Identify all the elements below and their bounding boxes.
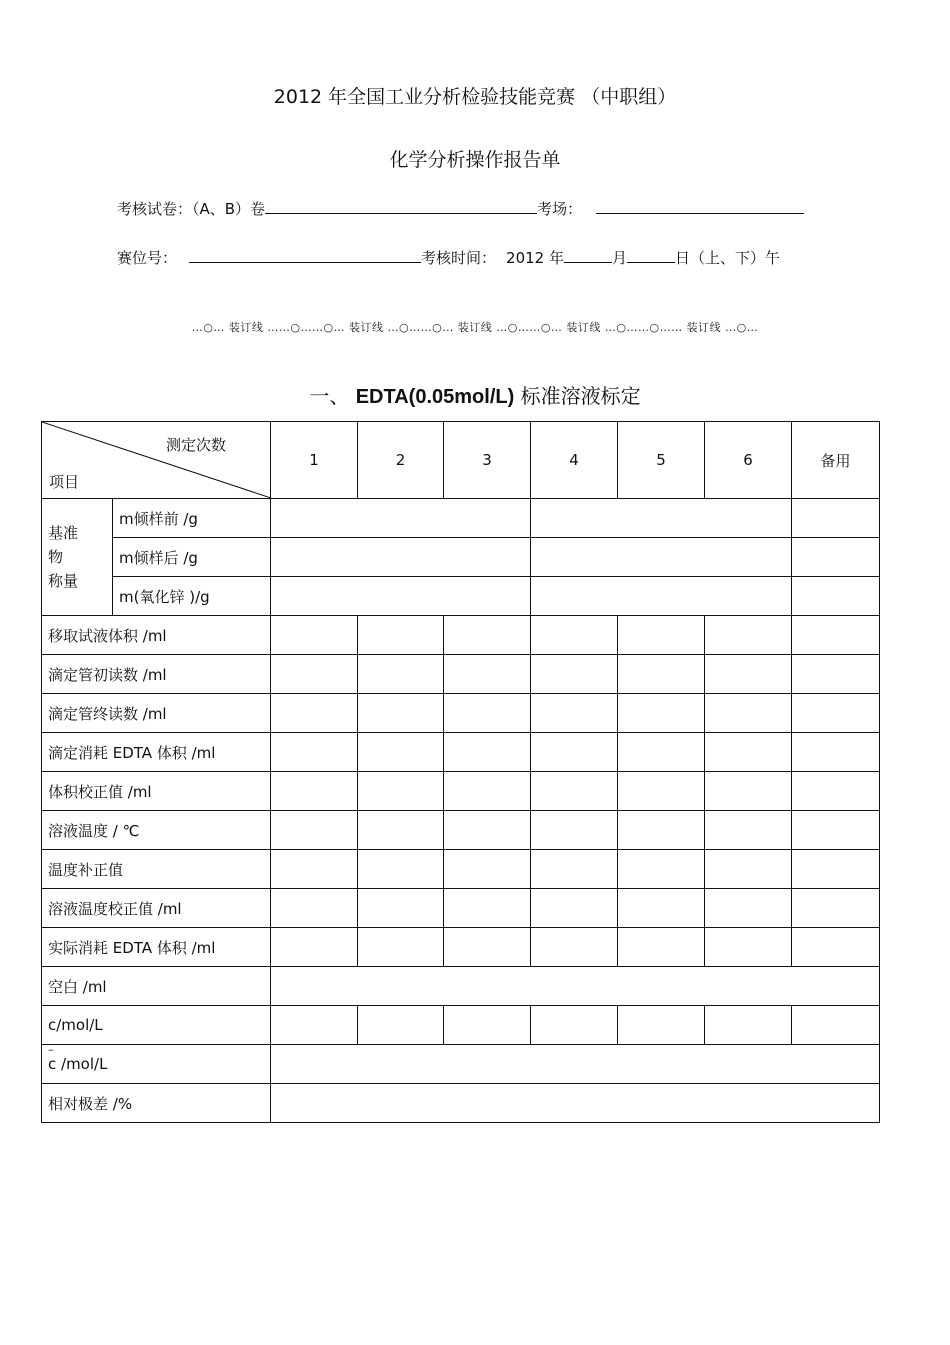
col-header-3: 3 [444,422,531,499]
table-row [42,733,880,772]
input-cell-a[interactable] [271,577,531,616]
input-cell[interactable] [444,850,531,889]
paper-label: 考核试卷：（A、B）卷 [117,200,266,218]
input-cell[interactable] [792,772,880,811]
input-cell[interactable] [705,889,792,928]
table-row [42,772,880,811]
input-cell[interactable] [618,616,705,655]
input-cell[interactable] [618,694,705,733]
section-title-cn: 标准溶液标定 [520,384,641,408]
table-row [42,694,880,733]
col-header-spare: 备用 [792,422,880,499]
input-cell[interactable] [618,655,705,694]
input-cell[interactable] [792,811,880,850]
input-cell[interactable] [618,811,705,850]
input-cell[interactable] [531,733,618,772]
row-label: 空白 /ml [42,967,271,1006]
input-cell[interactable] [705,733,792,772]
input-cell[interactable] [358,616,444,655]
input-cell[interactable] [271,850,358,889]
row-label: c/mol/L [42,1006,271,1045]
corner-bottom-label: 项目 [49,473,80,491]
mean-conc-label: – c /mol/L [48,1055,107,1073]
input-cell[interactable] [792,928,880,967]
table-row [42,889,880,928]
input-cell[interactable] [358,694,444,733]
venue-label: 考场： [537,200,583,218]
input-cell[interactable] [792,850,880,889]
table-row [42,577,880,616]
corner-header-cell [42,422,271,499]
input-cell[interactable] [444,694,531,733]
input-cell[interactable] [531,772,618,811]
input-cell-wide[interactable] [271,967,880,1006]
table-row [42,655,880,694]
day-blank[interactable] [627,248,675,263]
row-label: 温度补正值 [42,850,271,889]
input-cell[interactable] [444,889,531,928]
paper-blank[interactable] [265,199,537,214]
input-cell[interactable] [618,1006,705,1045]
input-cell[interactable] [792,616,880,655]
input-cell[interactable] [531,928,618,967]
input-cell-b[interactable] [531,577,792,616]
input-cell[interactable] [531,889,618,928]
input-cell[interactable] [358,772,444,811]
input-cell-wide[interactable] [271,1045,880,1084]
table-row [42,967,880,1006]
input-cell[interactable] [444,928,531,967]
input-cell-b[interactable] [531,499,792,538]
day-label: 日（上、下）午 [675,249,781,267]
col-header-5: 5 [618,422,705,499]
section-title-en: EDTA(0.05mol/L) [355,386,515,408]
report-title: 2012 年全国工业分析检验技能竞赛 （中职组） [273,86,677,108]
group-label-line1: 基准 [48,524,79,542]
input-cell[interactable] [705,616,792,655]
venue-blank[interactable] [596,199,804,214]
row-label: 滴定管终读数 /ml [42,694,271,733]
input-cell[interactable] [358,1006,444,1045]
input-cell[interactable] [358,850,444,889]
section-prefix: 一、 [309,384,350,408]
table-row [42,850,880,889]
input-cell[interactable] [618,928,705,967]
input-cell[interactable] [358,733,444,772]
input-cell[interactable] [271,694,358,733]
input-cell[interactable] [444,733,531,772]
input-cell[interactable] [271,655,358,694]
input-cell-spare[interactable] [792,499,880,538]
input-cell[interactable] [271,1006,358,1045]
paper-field [117,198,804,219]
input-cell[interactable] [531,850,618,889]
input-cell-a[interactable] [271,538,531,577]
input-cell[interactable] [271,772,358,811]
header-row [42,422,880,499]
seat-label: 赛位号： [117,249,178,267]
input-cell[interactable] [271,733,358,772]
table-row [42,1006,880,1045]
row-label: 滴定管初读数 /ml [42,655,271,694]
input-cell[interactable] [531,694,618,733]
input-cell[interactable] [444,616,531,655]
input-cell[interactable] [705,772,792,811]
table-row [42,616,880,655]
input-cell[interactable] [531,811,618,850]
row-label: 滴定消耗 EDTA 体积 /ml [42,733,271,772]
input-cell[interactable] [358,928,444,967]
input-cell[interactable] [271,616,358,655]
row-label: 溶液温度校正值 /ml [42,889,271,928]
row-label: 实际消耗 EDTA 体积 /ml [42,928,271,967]
input-cell[interactable] [271,889,358,928]
input-cell[interactable] [705,928,792,967]
table-row [42,1084,880,1123]
input-cell[interactable] [705,850,792,889]
group-label-cell [42,499,113,616]
input-cell[interactable] [792,1006,880,1045]
input-cell[interactable] [531,1006,618,1045]
month-blank[interactable] [564,248,612,263]
input-cell[interactable] [792,733,880,772]
input-cell[interactable] [705,1006,792,1045]
month-label: 月 [611,249,627,267]
table-row [42,538,880,577]
input-cell[interactable] [358,655,444,694]
input-cell[interactable] [705,811,792,850]
table-row [42,499,880,538]
table-row [42,1045,880,1084]
input-cell[interactable] [792,655,880,694]
input-cell[interactable] [444,1006,531,1045]
input-cell-spare[interactable] [792,577,880,616]
input-cell[interactable] [618,850,705,889]
input-cell[interactable] [618,772,705,811]
input-cell[interactable] [618,889,705,928]
col-header-6: 6 [705,422,792,499]
section-heading [0,380,950,409]
row-label: m倾样前 /g [113,499,271,538]
row-label: 相对极差 /% [42,1084,271,1123]
input-cell[interactable] [444,811,531,850]
input-cell[interactable] [271,928,358,967]
input-cell-wide[interactable] [271,1084,880,1123]
input-cell[interactable] [444,772,531,811]
time-label: 考核时间： [421,249,497,267]
row-label: 溶液温度 / ℃ [42,811,271,850]
row-label: m(氧化锌 )/g [113,577,271,616]
col-header-2: 2 [358,422,444,499]
input-cell-spare[interactable] [792,538,880,577]
standardization-table [41,421,880,1123]
input-cell[interactable] [618,733,705,772]
input-cell-b[interactable] [531,538,792,577]
table-row [42,928,880,967]
group-label-line3: 称量 [48,572,79,590]
row-label-mean-conc [42,1045,271,1084]
year-label: 2012 年 [506,249,564,267]
row-label: m倾样后 /g [113,538,271,577]
input-cell[interactable] [358,811,444,850]
input-cell[interactable] [531,655,618,694]
input-cell[interactable] [792,889,880,928]
group-label-line2: 物 [48,548,64,566]
input-cell[interactable] [705,694,792,733]
input-cell[interactable] [444,655,531,694]
col-header-1: 1 [271,422,358,499]
input-cell[interactable] [271,811,358,850]
table-row [42,811,880,850]
row-label: 体积校正值 /ml [42,772,271,811]
seat-blank[interactable] [189,248,421,263]
report-subtitle: 化学分析操作报告单 [389,149,561,171]
row-label: 移取试液体积 /ml [42,616,271,655]
corner-top-label: 测定次数 [165,436,226,454]
input-cell[interactable] [358,889,444,928]
col-header-4: 4 [531,422,618,499]
input-cell[interactable] [705,655,792,694]
input-cell[interactable] [792,694,880,733]
input-cell-a[interactable] [271,499,531,538]
seat-field [117,247,780,268]
input-cell[interactable] [531,616,618,655]
binding-line: …○… 装订线 ……○……○… 装订线 …○……○… 装订线 …○……○… 装订线 …○……○…… 装订线 …○… [191,321,759,334]
